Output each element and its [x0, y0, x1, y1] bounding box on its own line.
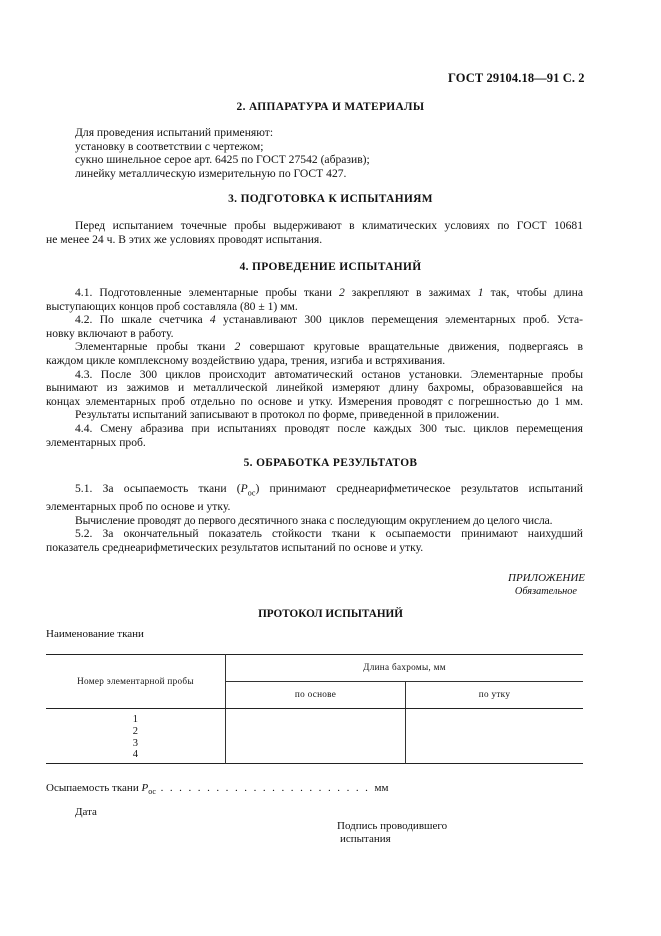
para-4-1-text-c: так, чтобы длина	[483, 286, 583, 299]
para-4-3-line-3: концах элементарных проб отдельно по основе и утку. Измерения проводят с погрешностью до 1 мм.	[46, 394, 583, 408]
symbol-p-subscript: ос	[247, 488, 256, 498]
para-4-4-line-1: 4.4. Смену абразива при испытаниях проводят после каждых 300 тыс. циклов перемещения	[75, 421, 583, 435]
para-4-2-text-a: 4.2. По шкале счетчика	[75, 313, 210, 327]
shedding-dots: . . . . . . . . . . . . . . . . . . . . . . .	[155, 782, 375, 794]
table-header-weft: по утку	[406, 682, 584, 709]
para-4-2b-line-2: каждом цикле комплексному воздействию удара, трения, изгиба и встряхивания.	[46, 353, 446, 367]
para-4-1-line-1	[46, 286, 583, 300]
shedding-unit: мм	[374, 782, 389, 794]
para-4-2b-text-a: Элементарные пробы ткани	[75, 340, 235, 354]
section-5-body	[46, 482, 583, 554]
para-5-2-line-2: показатель среднеарифметических результатов испытаний по основе и утку.	[46, 540, 424, 554]
section-2-line-2: установку в соответствии с чертежом;	[75, 139, 264, 153]
section-4-heading: 4. ПРОВЕДЕНИЕ ИСПЫТАНИЙ	[239, 261, 422, 273]
ref-sample-2: 2	[338, 286, 345, 299]
section-3-body	[46, 219, 583, 246]
warp-values-cell	[226, 709, 406, 764]
para-5-1-line-1	[46, 482, 583, 500]
appendix-title: ПРИЛОЖЕНИЕ	[508, 572, 585, 584]
para-4-3-line-1: 4.3. После 300 циклов происходит автоматический останов установки. Элементарные пробы	[75, 367, 583, 381]
ref-sample-2b: 2	[234, 340, 241, 354]
protocol-title: ПРОТОКОЛ ИСПЫТАНИЙ	[258, 608, 403, 620]
para-4-3-line-4: Результаты испытаний записывают в протокол по форме, приведенной в приложении.	[75, 408, 500, 422]
para-4-3-line-2: вынимают из зажимов и металлической линейкой измеряют длину бахромы, образовавшейся на	[46, 381, 583, 395]
appendix-label	[508, 572, 585, 598]
shedding-symbol-p: P	[141, 782, 149, 794]
section-2-line-1: Для проведения испытаний применяют:	[75, 126, 274, 139]
date-label: Дата	[75, 806, 97, 818]
table-header-row-1	[46, 655, 583, 682]
table-header-warp: по основе	[226, 682, 406, 709]
sample-number-4: 4	[132, 749, 139, 761]
para-4-2-line-1	[46, 313, 583, 327]
document-header: ГОСТ 29104.18—91 С. 2	[448, 71, 585, 85]
section-3-line-2: не менее 24 ч. В этих же условиях проводят испытания.	[46, 232, 323, 246]
section-2-body	[75, 126, 582, 180]
shedding-label: Осыпаемость ткани	[46, 782, 142, 794]
signature-block	[337, 820, 447, 846]
table-row	[46, 709, 583, 764]
table-header-fringe-length: Длина бахромы, мм	[226, 655, 584, 682]
para-5-1-text-b: ) принимают среднеарифметическое результатов испытаний	[255, 482, 583, 495]
table-header-sample-number: Номер элементарной пробы	[46, 655, 226, 709]
ref-clamp-1: 1	[477, 286, 484, 299]
sample-numbers-cell	[46, 709, 226, 764]
para-4-2b-line-1	[46, 340, 583, 354]
signature-line-2: испытания	[340, 833, 391, 845]
para-4-1-line-2: выступающих концов проб составляла (80 ± 1) мм.	[46, 299, 298, 313]
protocol-table	[46, 654, 583, 764]
symbol-p: P	[240, 482, 248, 495]
sample-number-3: 3	[132, 737, 139, 749]
section-3-line-1: Перед испытанием точечные пробы выдерживают в климатических условиях по ГОСТ 10681	[75, 219, 583, 232]
section-2-heading: 2. АППАРАТУРА И МАТЕРИАЛЫ	[236, 101, 425, 113]
para-4-2-text-b: устанавливают 300 циклов перемещения элементарных проб. Уста-	[215, 313, 583, 327]
ref-counter-4: 4	[209, 313, 216, 327]
weft-values-cell	[406, 709, 584, 764]
para-5-1-text-a: 5.1. За осыпаемость ткани (	[75, 482, 241, 495]
para-4-2b-text-b: совершают круговые вращательные движения, подвергаясь в	[240, 340, 583, 354]
section-2-line-3: сукно шинельное серое арт. 6425 по ГОСТ 27542 (абразив);	[75, 153, 370, 167]
section-3-heading: 3. ПОДГОТОВКА К ИСПЫТАНИЯМ	[228, 193, 433, 205]
section-5-heading: 5. ОБРАБОТКА РЕЗУЛЬТАТОВ	[243, 457, 418, 469]
section-4-body	[46, 286, 583, 449]
signature-line-1: Подпись проводившего	[337, 820, 448, 832]
para-5-1-line-2: элементарных проб по основе и утку.	[46, 499, 231, 513]
para-4-1-text-a: 4.1. Подготовленные элементарные пробы ткани	[75, 286, 339, 299]
para-5-2-line-1: 5.2. За окончательный показатель стойкости ткани к осыпаемости принимают наихудший	[75, 527, 583, 541]
para-4-4-line-2: элементарных проб.	[46, 435, 146, 449]
section-2-line-4: линейку металлическую измерительную по ГОСТ 427.	[75, 166, 347, 180]
appendix-subtitle: Обязательное	[514, 586, 577, 597]
fabric-name-label: Наименование ткани	[46, 628, 144, 640]
para-4-1-text-b: закрепляют в зажимах	[344, 286, 478, 299]
shedding-line	[46, 782, 388, 799]
para-5-1-line-3: Вычисление проводят до первого десятичного знака с последующим округлением до целого числа.	[75, 513, 553, 527]
sample-number-1: 1	[132, 714, 139, 725]
para-4-2-line-2: новку включают в работу.	[46, 326, 174, 340]
sample-number-2: 2	[132, 725, 139, 737]
shedding-symbol-subscript: ос	[148, 787, 156, 797]
